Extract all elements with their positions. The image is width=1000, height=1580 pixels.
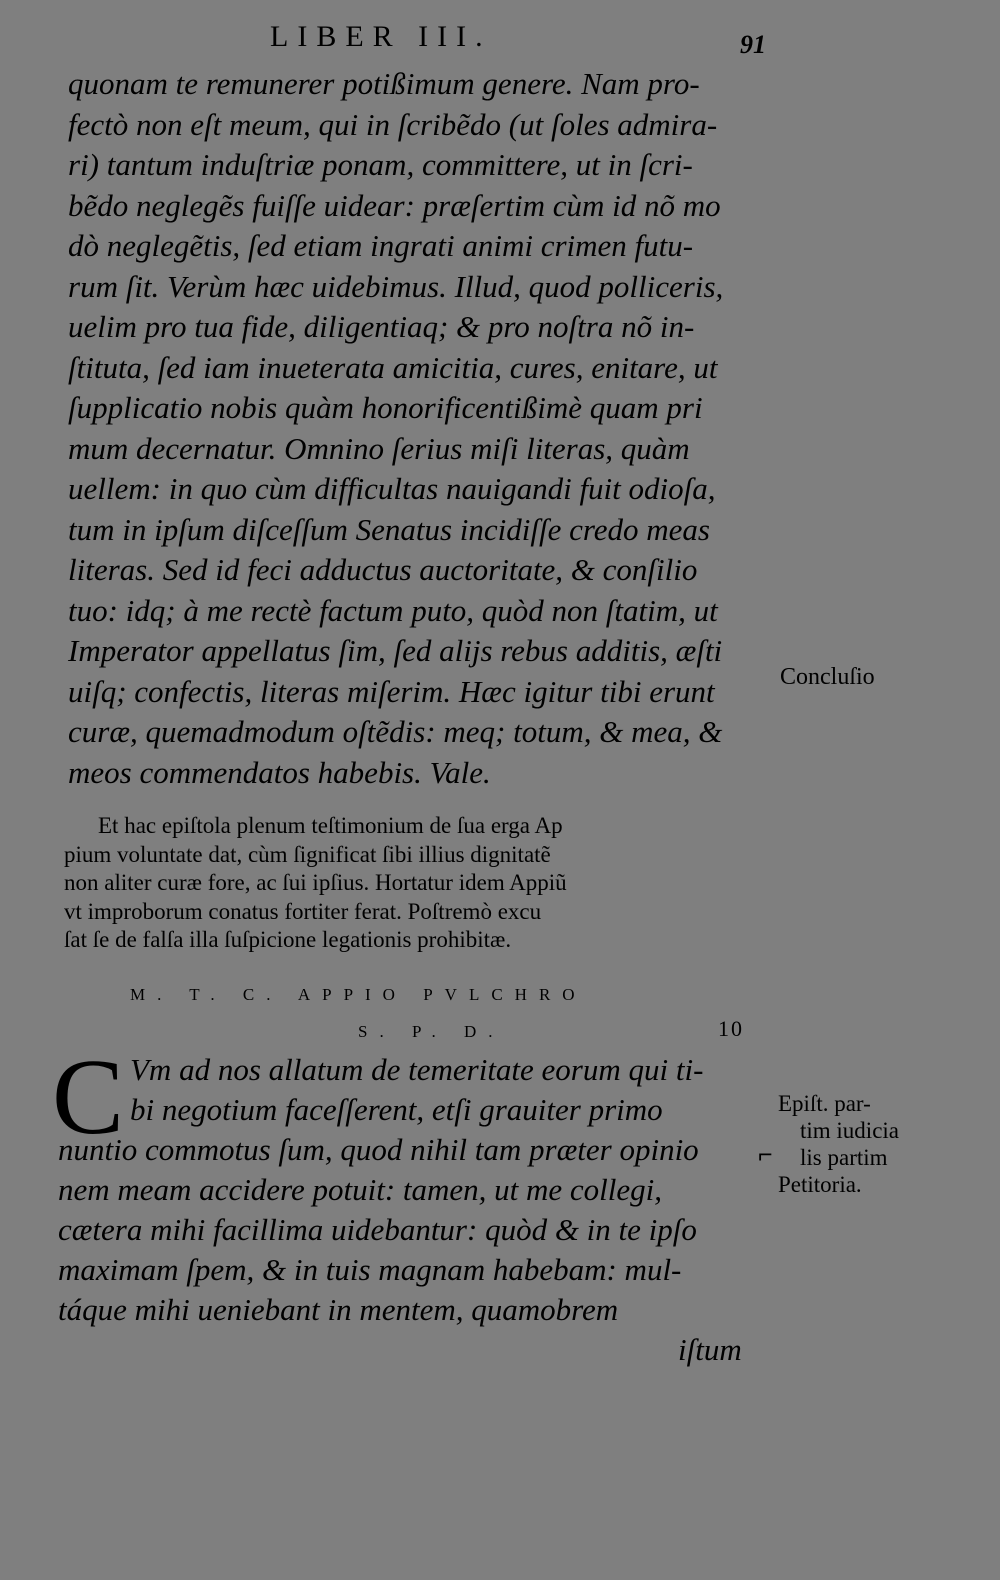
text-line: fectò non eſt meum, qui in ſcribẽdo (ut ſoles admira- — [68, 106, 718, 142]
text-line: bẽdo neglegẽs fuiſſe uidear: præſertim cùm id nõ mo — [68, 187, 721, 223]
text-line: maximam ſpem, & in tuis magnam habebam: mul- — [58, 1252, 682, 1287]
marginal-line: Petitoria. — [778, 1172, 862, 1197]
text-line: táque mihi ueniebant in mentem, quamobrem — [58, 1292, 619, 1327]
text-line: vt improborum conatus fortiter ferat. Poſtremò excu — [64, 898, 542, 924]
marginal-note-epistola — [778, 1090, 899, 1198]
text-line: dò neglegẽtis, ſed etiam ingrati animi crimen futu- — [68, 228, 694, 263]
catchword: iſtum — [678, 1332, 742, 1367]
text-line: Imperator appellatus ſim, ſed alijs rebus additis, æſti — [68, 633, 723, 668]
text-line: uellem: in quo cùm difficultas nauigandi fuit odioſa, — [68, 471, 716, 506]
text-line: tuo: idq; à me rectè factum puto, quòd non ſtatim, ut — [68, 592, 718, 628]
text-line: mum decernatur. Omnino ſerius miſi literas, quàm — [68, 430, 690, 466]
drop-cap: C — [52, 1038, 125, 1157]
bracket-mark-icon: ⌐ — [758, 1140, 773, 1169]
commentary-paragraph — [64, 812, 764, 955]
text-line: literas. Sed id feci adductus auctoritate, & conſilio — [68, 552, 698, 587]
letter-two-text — [58, 1050, 768, 1370]
text-line: nuntio commotus ſum, quod nihil tam præter opinio — [58, 1132, 699, 1167]
letter-salutation: M. T. C. APPIO PVLCHRO — [130, 985, 587, 1004]
text-line: Vm ad nos allatum de temeritate eorum qui ti- — [130, 1052, 704, 1087]
marginal-line: Epiſt. par- — [778, 1091, 871, 1116]
marginal-line: lis partim — [800, 1145, 888, 1170]
text-line: ſtituta, ſed iam inueterata amicitia, cures, enitare, ut — [68, 349, 718, 385]
marginal-note-conclusio: Concluſio — [780, 664, 875, 690]
text-line: rum ſit. Verùm hæc uidebimus. Illud, quod polliceris, — [68, 268, 724, 304]
text-line: quonam te remunerer potißimum genere. Nam pro- — [68, 66, 700, 101]
letter-number: 10 — [718, 1016, 744, 1041]
text-line: Et hac epiſtola plenum teſtimonium de ſua erga Ap — [98, 813, 563, 838]
text-line: bi negotium faceſſerent, etſi grauiter primo — [130, 1092, 663, 1127]
text-line: cætera mihi facillima uidebantur: quòd & in te ipſo — [58, 1212, 697, 1247]
text-line: meos commendatos habebis. Vale. — [68, 754, 491, 790]
salutation-spd: S. P. D. — [358, 1022, 505, 1041]
text-line: uelim pro tua fide, diligentiaq; & pro noſtra nõ in- — [68, 309, 695, 344]
text-line: curæ, quemadmodum oſtẽdis: meq; totum, & mea, & — [68, 714, 723, 749]
text-line: nem meam accidere potuit: tamen, ut me collegi, — [58, 1172, 663, 1207]
running-head: LIBER III. — [270, 20, 492, 53]
text-line: ſat ſe de falſa illa ſuſpicione legationis prohibitæ. — [64, 927, 512, 952]
text-line: uiſq; confectis, literas miſerim. Hæc igitur tibi erunt — [68, 673, 715, 709]
text-line: ri) tantum induſtriæ ponam, committere, ut in ſcri- — [68, 147, 693, 182]
page-number: 91 — [740, 30, 766, 59]
marginal-line: tim iudicia — [800, 1118, 900, 1143]
text-line: pium voluntate dat, cùm ſignificat ſibi illius dignitatẽ — [64, 841, 551, 867]
letter-one-text — [68, 64, 768, 793]
text-line: non aliter curæ fore, ac ſui ipſius. Hortatur idem Appiũ — [64, 870, 567, 895]
text-line: ſupplicatio nobis quàm honorificentißimè quam pri — [68, 390, 703, 425]
text-line: tum in ipſum diſceſſum Senatus incidiſſe credo meas — [68, 511, 710, 547]
